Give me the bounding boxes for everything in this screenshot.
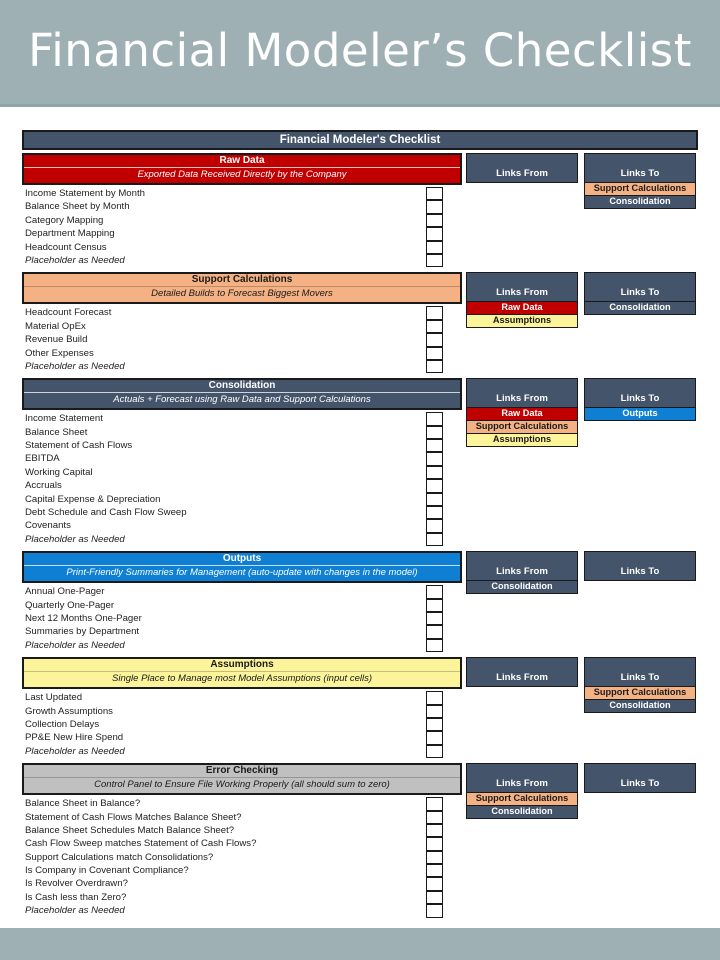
master-title-bar: Financial Modeler's Checklist (22, 130, 698, 150)
checklist-row (22, 360, 462, 373)
checklist-checkbox[interactable] (426, 824, 443, 837)
checklist-row-label: Statement of Cash Flows Matches Balance Sheet? (25, 811, 242, 823)
section-title: Support Calculations (24, 274, 460, 287)
link-chip[interactable]: Support Calculations (584, 183, 696, 196)
checklist-row-label: Revenue Build (25, 334, 88, 346)
section-body-raw-data (22, 153, 462, 267)
checklist-row (22, 612, 462, 625)
checklist-row (22, 904, 462, 917)
checklist-rows-raw-data (22, 185, 462, 267)
checklist-checkbox[interactable] (426, 837, 443, 850)
checklist-checkbox[interactable] (426, 745, 443, 758)
checklist-row (22, 214, 462, 227)
checklist-row-label: Capital Expense & Depreciation (25, 493, 161, 505)
checklist-row-label: Placeholder as Needed (25, 745, 125, 757)
links-from-header: Links From (466, 378, 578, 408)
checklist-rows-consolidation (22, 410, 462, 546)
checklist-row (22, 639, 462, 652)
section-subtitle: Control Panel to Ensure File Working Properly (all should sum to zero) (24, 778, 460, 793)
checklist-row-label: Material OpEx (25, 320, 86, 332)
checklist-row-label: Category Mapping (25, 214, 104, 226)
link-chip[interactable]: Consolidation (584, 196, 696, 209)
checklist-row (22, 426, 462, 439)
checklist-row-label: Collection Delays (25, 718, 100, 730)
checklist-row-label: Quarterly One-Pager (25, 599, 115, 611)
checklist-row (22, 466, 462, 479)
link-chip[interactable]: Support Calculations (466, 421, 578, 434)
checklist-row (22, 187, 462, 200)
links-from-column-raw-data (466, 153, 578, 183)
checklist-checkbox[interactable] (426, 227, 443, 240)
checklist-row (22, 745, 462, 758)
link-chip[interactable]: Consolidation (584, 302, 696, 315)
checklist-checkbox[interactable] (426, 811, 443, 824)
checklist-checkbox[interactable] (426, 347, 443, 360)
links-to-header: Links To (584, 657, 696, 687)
checklist-row (22, 320, 462, 333)
section-consolidation (22, 378, 698, 546)
checklist-row (22, 877, 462, 890)
checklist-row (22, 824, 462, 837)
checklist-checkbox[interactable] (426, 214, 443, 227)
checklist-row-label: Statement of Cash Flows (25, 440, 133, 452)
checklist-row (22, 412, 462, 425)
checklist-row-label: Cash Flow Sweep matches Statement of Cash Flows? (25, 838, 257, 850)
checklist-row-label: Placeholder as Needed (25, 639, 125, 651)
section-body-support-calculations (22, 272, 462, 373)
checklist-checkbox[interactable] (426, 320, 443, 333)
page-title: Financial Modeler’s Checklist (28, 24, 692, 77)
header-band-edge (0, 104, 720, 107)
checklist-row-label: Covenants (25, 520, 71, 532)
checklist-checkbox[interactable] (426, 412, 443, 425)
links-to-column-assumptions (584, 657, 696, 713)
checklist-row-label: EBITDA (25, 453, 60, 465)
checklist-row (22, 585, 462, 598)
checklist-row-label: Is Company in Covenant Compliance? (25, 865, 189, 877)
checklist-checkbox[interactable] (426, 452, 443, 465)
section-header-error-checking (22, 763, 462, 795)
checklist-row (22, 533, 462, 546)
links-to-header: Links To (584, 551, 696, 581)
checklist-checkbox[interactable] (426, 585, 443, 598)
checklist-row (22, 811, 462, 824)
checklist-row (22, 506, 462, 519)
checklist-row-label: Placeholder as Needed (25, 254, 125, 266)
links-to-header: Links To (584, 763, 696, 793)
section-body-consolidation (22, 378, 462, 546)
link-chip[interactable]: Consolidation (466, 806, 578, 819)
checklist-row (22, 333, 462, 346)
checklist-row-label: PP&E New Hire Spend (25, 732, 124, 744)
links-to-column-support-calculations (584, 272, 696, 315)
checklist-checkbox[interactable] (426, 333, 443, 346)
checklist-row-label: Support Calculations match Consolidations? (25, 851, 214, 863)
section-subtitle: Detailed Builds to Forecast Biggest Movers (24, 287, 460, 302)
checklist-checkbox[interactable] (426, 904, 443, 917)
checklist-checkbox[interactable] (426, 533, 443, 546)
section-outputs (22, 551, 698, 652)
section-header-raw-data (22, 153, 462, 185)
section-assumptions (22, 657, 698, 758)
checklist-row-label: Is Cash less than Zero? (25, 891, 127, 903)
checklist-row (22, 306, 462, 319)
links-to-header: Links To (584, 272, 696, 302)
section-support-calculations (22, 272, 698, 373)
section-error-checking (22, 763, 698, 918)
checklist-row (22, 891, 462, 904)
checklist-checkbox[interactable] (426, 864, 443, 877)
checklist-row-label: Debt Schedule and Cash Flow Sweep (25, 507, 187, 519)
links-from-header: Links From (466, 272, 578, 302)
links-to-column-error-checking (584, 763, 696, 793)
checklist-row (22, 519, 462, 532)
checklist-row-label: Placeholder as Needed (25, 905, 125, 917)
checklist-row (22, 864, 462, 877)
links-to-column-consolidation (584, 378, 696, 421)
checklist-row (22, 227, 462, 240)
checklist-rows-assumptions (22, 689, 462, 758)
footer-band (0, 928, 720, 960)
section-title: Consolidation (24, 380, 460, 393)
checklist-checkbox[interactable] (426, 187, 443, 200)
checklist-checkbox[interactable] (426, 599, 443, 612)
checklist-checkbox[interactable] (426, 439, 443, 452)
checklist-row-label: Balance Sheet (25, 426, 88, 438)
link-chip[interactable]: Assumptions (466, 434, 578, 447)
section-subtitle: Single Place to Manage most Model Assumptions (input cells) (24, 672, 460, 687)
section-title: Outputs (24, 553, 460, 566)
checklist-checkbox[interactable] (426, 877, 443, 890)
section-subtitle: Print-Friendly Summaries for Management (auto-update with changes in the model) (24, 566, 460, 581)
section-subtitle: Exported Data Received Directly by the Company (24, 168, 460, 183)
checklist-checkbox[interactable] (426, 200, 443, 213)
checklist-checkbox[interactable] (426, 718, 443, 731)
checklist-row-label: Placeholder as Needed (25, 533, 125, 545)
link-chip[interactable]: Support Calculations (466, 793, 578, 806)
checklist-row (22, 254, 462, 267)
checklist-row-label: Growth Assumptions (25, 705, 113, 717)
section-header-assumptions (22, 657, 462, 689)
section-header-outputs (22, 551, 462, 583)
checklist-checkbox[interactable] (426, 639, 443, 652)
checklist-row-label: Is Revolver Overdrawn? (25, 878, 128, 890)
checklist-checkbox[interactable] (426, 426, 443, 439)
links-from-header: Links From (466, 763, 578, 793)
links-to-column-outputs (584, 551, 696, 581)
links-to-header: Links To (584, 378, 696, 408)
links-from-column-outputs (466, 551, 578, 594)
links-from-header: Links From (466, 153, 578, 183)
checklist-checkbox[interactable] (426, 797, 443, 810)
section-title: Error Checking (24, 765, 460, 778)
checklist-row-label: Headcount Forecast (25, 307, 112, 319)
checklist-checkbox[interactable] (426, 519, 443, 532)
links-to-header: Links To (584, 153, 696, 183)
checklist-checkbox[interactable] (426, 241, 443, 254)
checklist-checkbox[interactable] (426, 625, 443, 638)
checklist-checkbox[interactable] (426, 479, 443, 492)
checklist-row (22, 439, 462, 452)
checklist-checkbox[interactable] (426, 466, 443, 479)
checklist-row (22, 452, 462, 465)
checklist-row (22, 731, 462, 744)
checklist-row-label: Next 12 Months One-Pager (25, 612, 142, 624)
checklist-checkbox[interactable] (426, 612, 443, 625)
section-title: Raw Data (24, 155, 460, 168)
section-body-error-checking (22, 763, 462, 918)
checklist-row-label: Placeholder as Needed (25, 360, 125, 372)
checklist-checkbox[interactable] (426, 493, 443, 506)
checklist-row-label: Balance Sheet in Balance? (25, 798, 141, 810)
link-chip[interactable]: Outputs (584, 408, 696, 421)
checklist-row (22, 241, 462, 254)
link-chip[interactable]: Support Calculations (584, 687, 696, 700)
checklist-checkbox[interactable] (426, 731, 443, 744)
links-from-column-consolidation (466, 378, 578, 447)
section-header-support-calculations (22, 272, 462, 304)
checklist-row-label: Annual One-Pager (25, 586, 105, 598)
checklist-checkbox[interactable] (426, 306, 443, 319)
checklist-row (22, 705, 462, 718)
checklist-rows-error-checking (22, 795, 462, 918)
checklist-row-label: Balance Sheet by Month (25, 201, 130, 213)
section-title: Assumptions (24, 659, 460, 672)
links-to-column-raw-data (584, 153, 696, 209)
links-from-column-error-checking (466, 763, 578, 819)
checklist-row-label: Other Expenses (25, 347, 94, 359)
checklist-row (22, 851, 462, 864)
section-subtitle: Actuals + Forecast using Raw Data and Support Calculations (24, 393, 460, 408)
section-header-consolidation (22, 378, 462, 410)
checklist-row (22, 718, 462, 731)
links-from-header: Links From (466, 657, 578, 687)
checklist-checkbox[interactable] (426, 254, 443, 267)
section-raw-data (22, 153, 698, 267)
checklist-row (22, 479, 462, 492)
link-chip[interactable]: Consolidation (584, 700, 696, 713)
links-from-column-assumptions (466, 657, 578, 687)
checklist-checkbox[interactable] (426, 360, 443, 373)
checklist-row-label: Balance Sheet Schedules Match Balance Sheet? (25, 824, 235, 836)
checklist-row-label: Last Updated (25, 692, 83, 704)
section-body-outputs (22, 551, 462, 652)
link-chip[interactable]: Consolidation (466, 581, 578, 594)
checklist-checkbox[interactable] (426, 506, 443, 519)
sections-container (22, 153, 698, 918)
checklist-row-label: Department Mapping (25, 228, 115, 240)
checklist-row-label: Summaries by Department (25, 626, 140, 638)
checklist-row (22, 625, 462, 638)
links-from-header: Links From (466, 551, 578, 581)
link-chip[interactable]: Assumptions (466, 315, 578, 328)
checklist-row-label: Working Capital (25, 466, 93, 478)
checklist-checkbox[interactable] (426, 851, 443, 864)
checklist-row (22, 200, 462, 213)
checklist-row (22, 347, 462, 360)
checklist-row-label: Income Statement (25, 413, 103, 425)
link-chip[interactable]: Raw Data (466, 408, 578, 421)
checklist-row-label: Accruals (25, 480, 62, 492)
checklist-row-label: Income Statement by Month (25, 188, 145, 199)
checklist-row (22, 797, 462, 810)
checklist-checkbox[interactable] (426, 705, 443, 718)
checklist-rows-support-calculations (22, 304, 462, 373)
checklist-checkbox[interactable] (426, 691, 443, 704)
checklist-row (22, 493, 462, 506)
section-body-assumptions (22, 657, 462, 758)
worksheet (22, 130, 698, 923)
links-from-column-support-calculations (466, 272, 578, 328)
checklist-row-label: Headcount Census (25, 241, 107, 253)
checklist-rows-outputs (22, 583, 462, 652)
checklist-row (22, 837, 462, 850)
checklist-row (22, 599, 462, 612)
link-chip[interactable]: Raw Data (466, 302, 578, 315)
checklist-checkbox[interactable] (426, 891, 443, 904)
checklist-row (22, 691, 462, 704)
